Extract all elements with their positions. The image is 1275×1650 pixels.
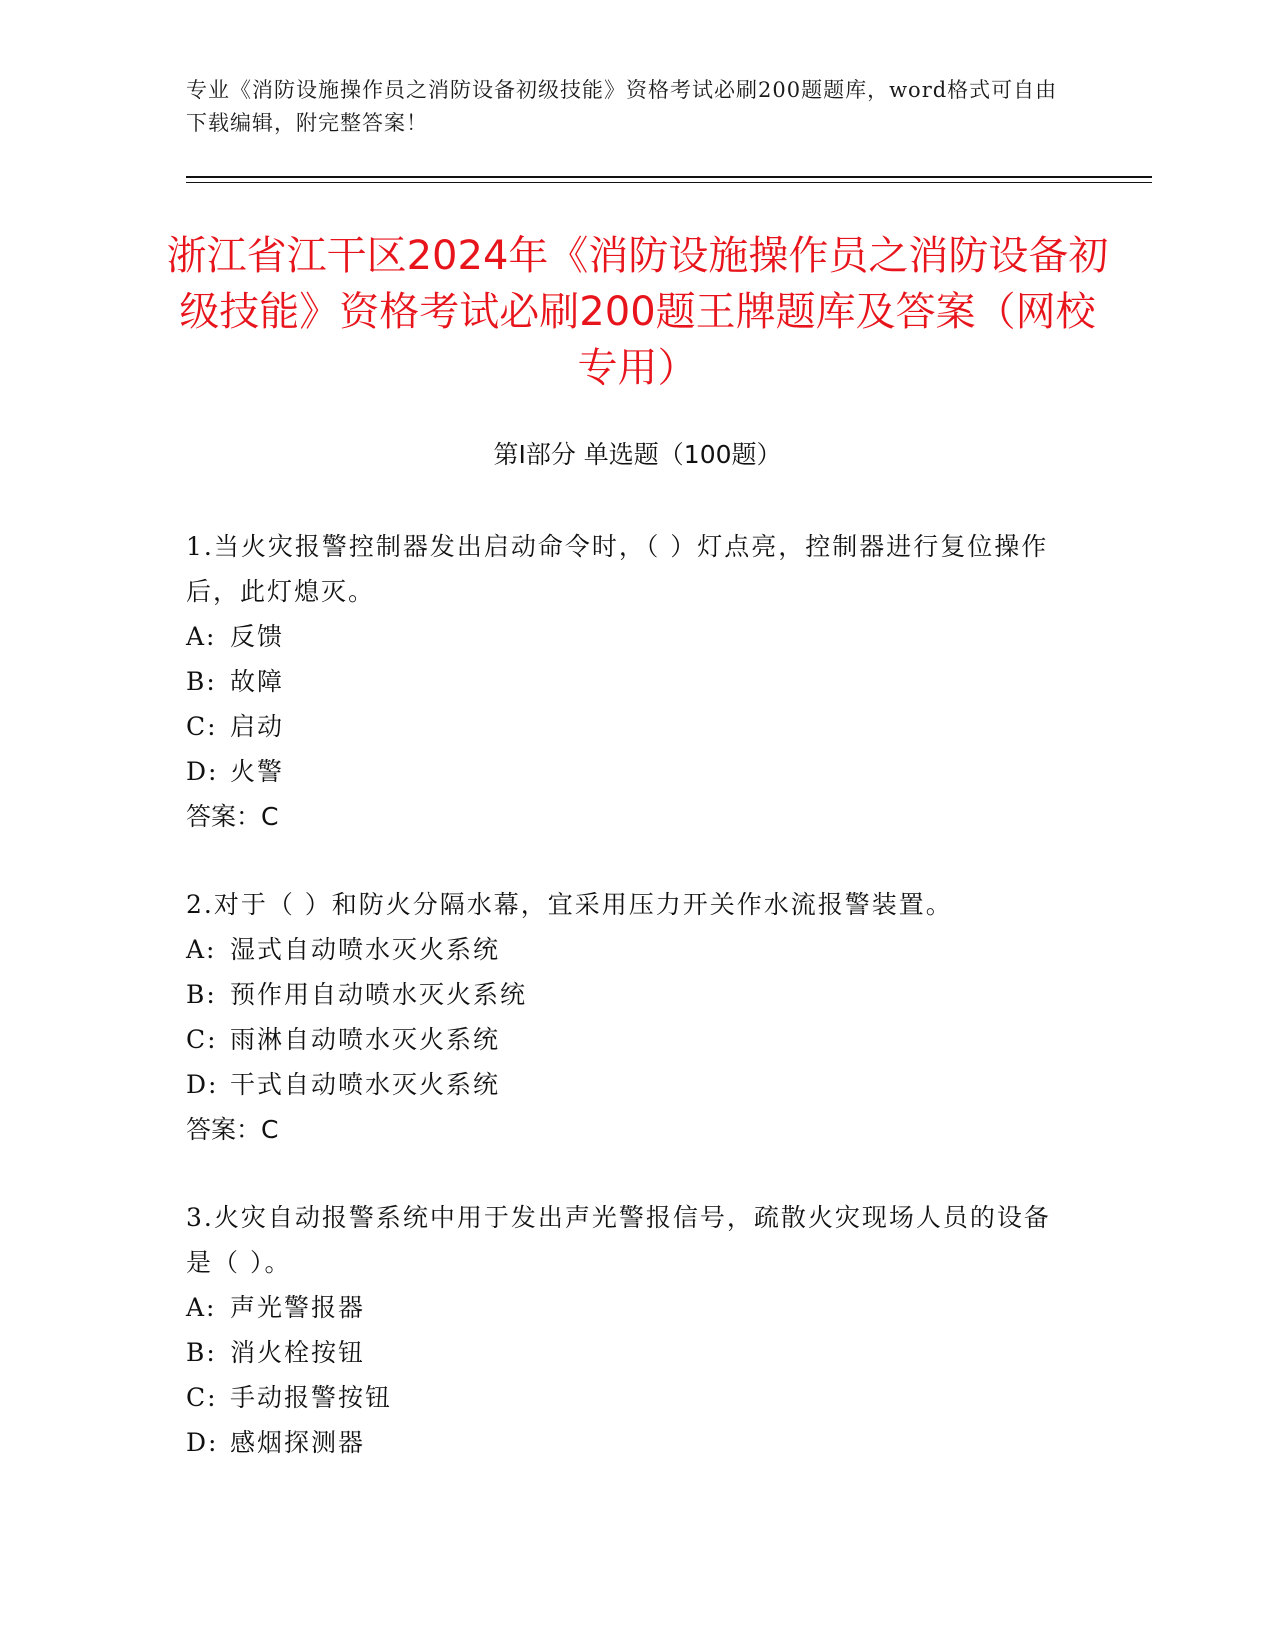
- option-b: [186, 659, 1066, 704]
- question-list: [186, 524, 1066, 1508]
- section-title: 第I部分 单选题（100题）: [493, 440, 782, 469]
- option-a: [186, 927, 1066, 972]
- option-text: 声光警报器: [230, 1293, 366, 1322]
- option-d: [186, 1062, 1066, 1107]
- option-text: 湿式自动喷水灭火系统: [230, 935, 501, 964]
- question-2: [186, 882, 1066, 1152]
- option-c: [186, 1017, 1066, 1062]
- option-d: [186, 749, 1066, 794]
- option-d: [186, 1420, 1066, 1465]
- question-stem: 3.火灾自动报警系统中用于发出声光警报信号，疏散火灾现场人员的设备是（ ）。: [186, 1203, 1051, 1277]
- option-letter: B:: [186, 667, 217, 696]
- option-text: 手动报警按钮: [230, 1383, 393, 1412]
- option-text: 消火栓按钮: [230, 1338, 366, 1367]
- option-text: 反馈: [230, 622, 285, 651]
- option-c: [186, 704, 1066, 749]
- option-letter: B:: [186, 1338, 217, 1367]
- option-text: 火警: [230, 757, 285, 786]
- document-title: 浙江省江干区2024年《消防设施操作员之消防设备初级技能》资格考试必刷200题王牌题库及答案（网校专用）: [166, 233, 1109, 391]
- option-c: [186, 1375, 1066, 1420]
- answer-line: 答案：C: [186, 802, 279, 831]
- option-letter: A:: [186, 622, 217, 651]
- option-text: 预作用自动喷水灭火系统: [230, 980, 528, 1009]
- question-1: [186, 524, 1066, 839]
- header-note: 专业《消防设施操作员之消防设备初级技能》资格考试必刷200题题库，word格式可自由下载编辑，附完整答案！: [186, 78, 1058, 135]
- question-stem: 1.当火灾报警控制器发出启动命令时，（ ）灯点亮，控制器进行复位操作后，此灯熄灭。: [186, 532, 1049, 606]
- option-letter: D:: [186, 1428, 219, 1457]
- option-letter: B:: [186, 980, 217, 1009]
- option-text: 故障: [230, 667, 285, 696]
- header-divider-thick: [186, 176, 1152, 178]
- option-text: 干式自动喷水灭火系统: [230, 1070, 501, 1099]
- header-divider-thin: [186, 182, 1152, 183]
- question-3: [186, 1195, 1066, 1465]
- answer-line: 答案：C: [186, 1115, 279, 1144]
- option-text: 雨淋自动喷水灭火系统: [230, 1025, 501, 1054]
- option-letter: A:: [186, 935, 217, 964]
- option-text: 感烟探测器: [230, 1428, 366, 1457]
- option-b: [186, 972, 1066, 1017]
- option-letter: A:: [186, 1293, 217, 1322]
- option-letter: C:: [186, 1025, 218, 1054]
- option-letter: C:: [186, 712, 218, 741]
- option-letter: D:: [186, 757, 219, 786]
- option-letter: D:: [186, 1070, 219, 1099]
- option-a: [186, 614, 1066, 659]
- option-b: [186, 1330, 1066, 1375]
- option-a: [186, 1285, 1066, 1330]
- question-stem: 2.对于（ ）和防火分隔水幕，宜采用压力开关作水流报警装置。: [186, 890, 953, 919]
- option-text: 启动: [230, 712, 285, 741]
- option-letter: C:: [186, 1383, 218, 1412]
